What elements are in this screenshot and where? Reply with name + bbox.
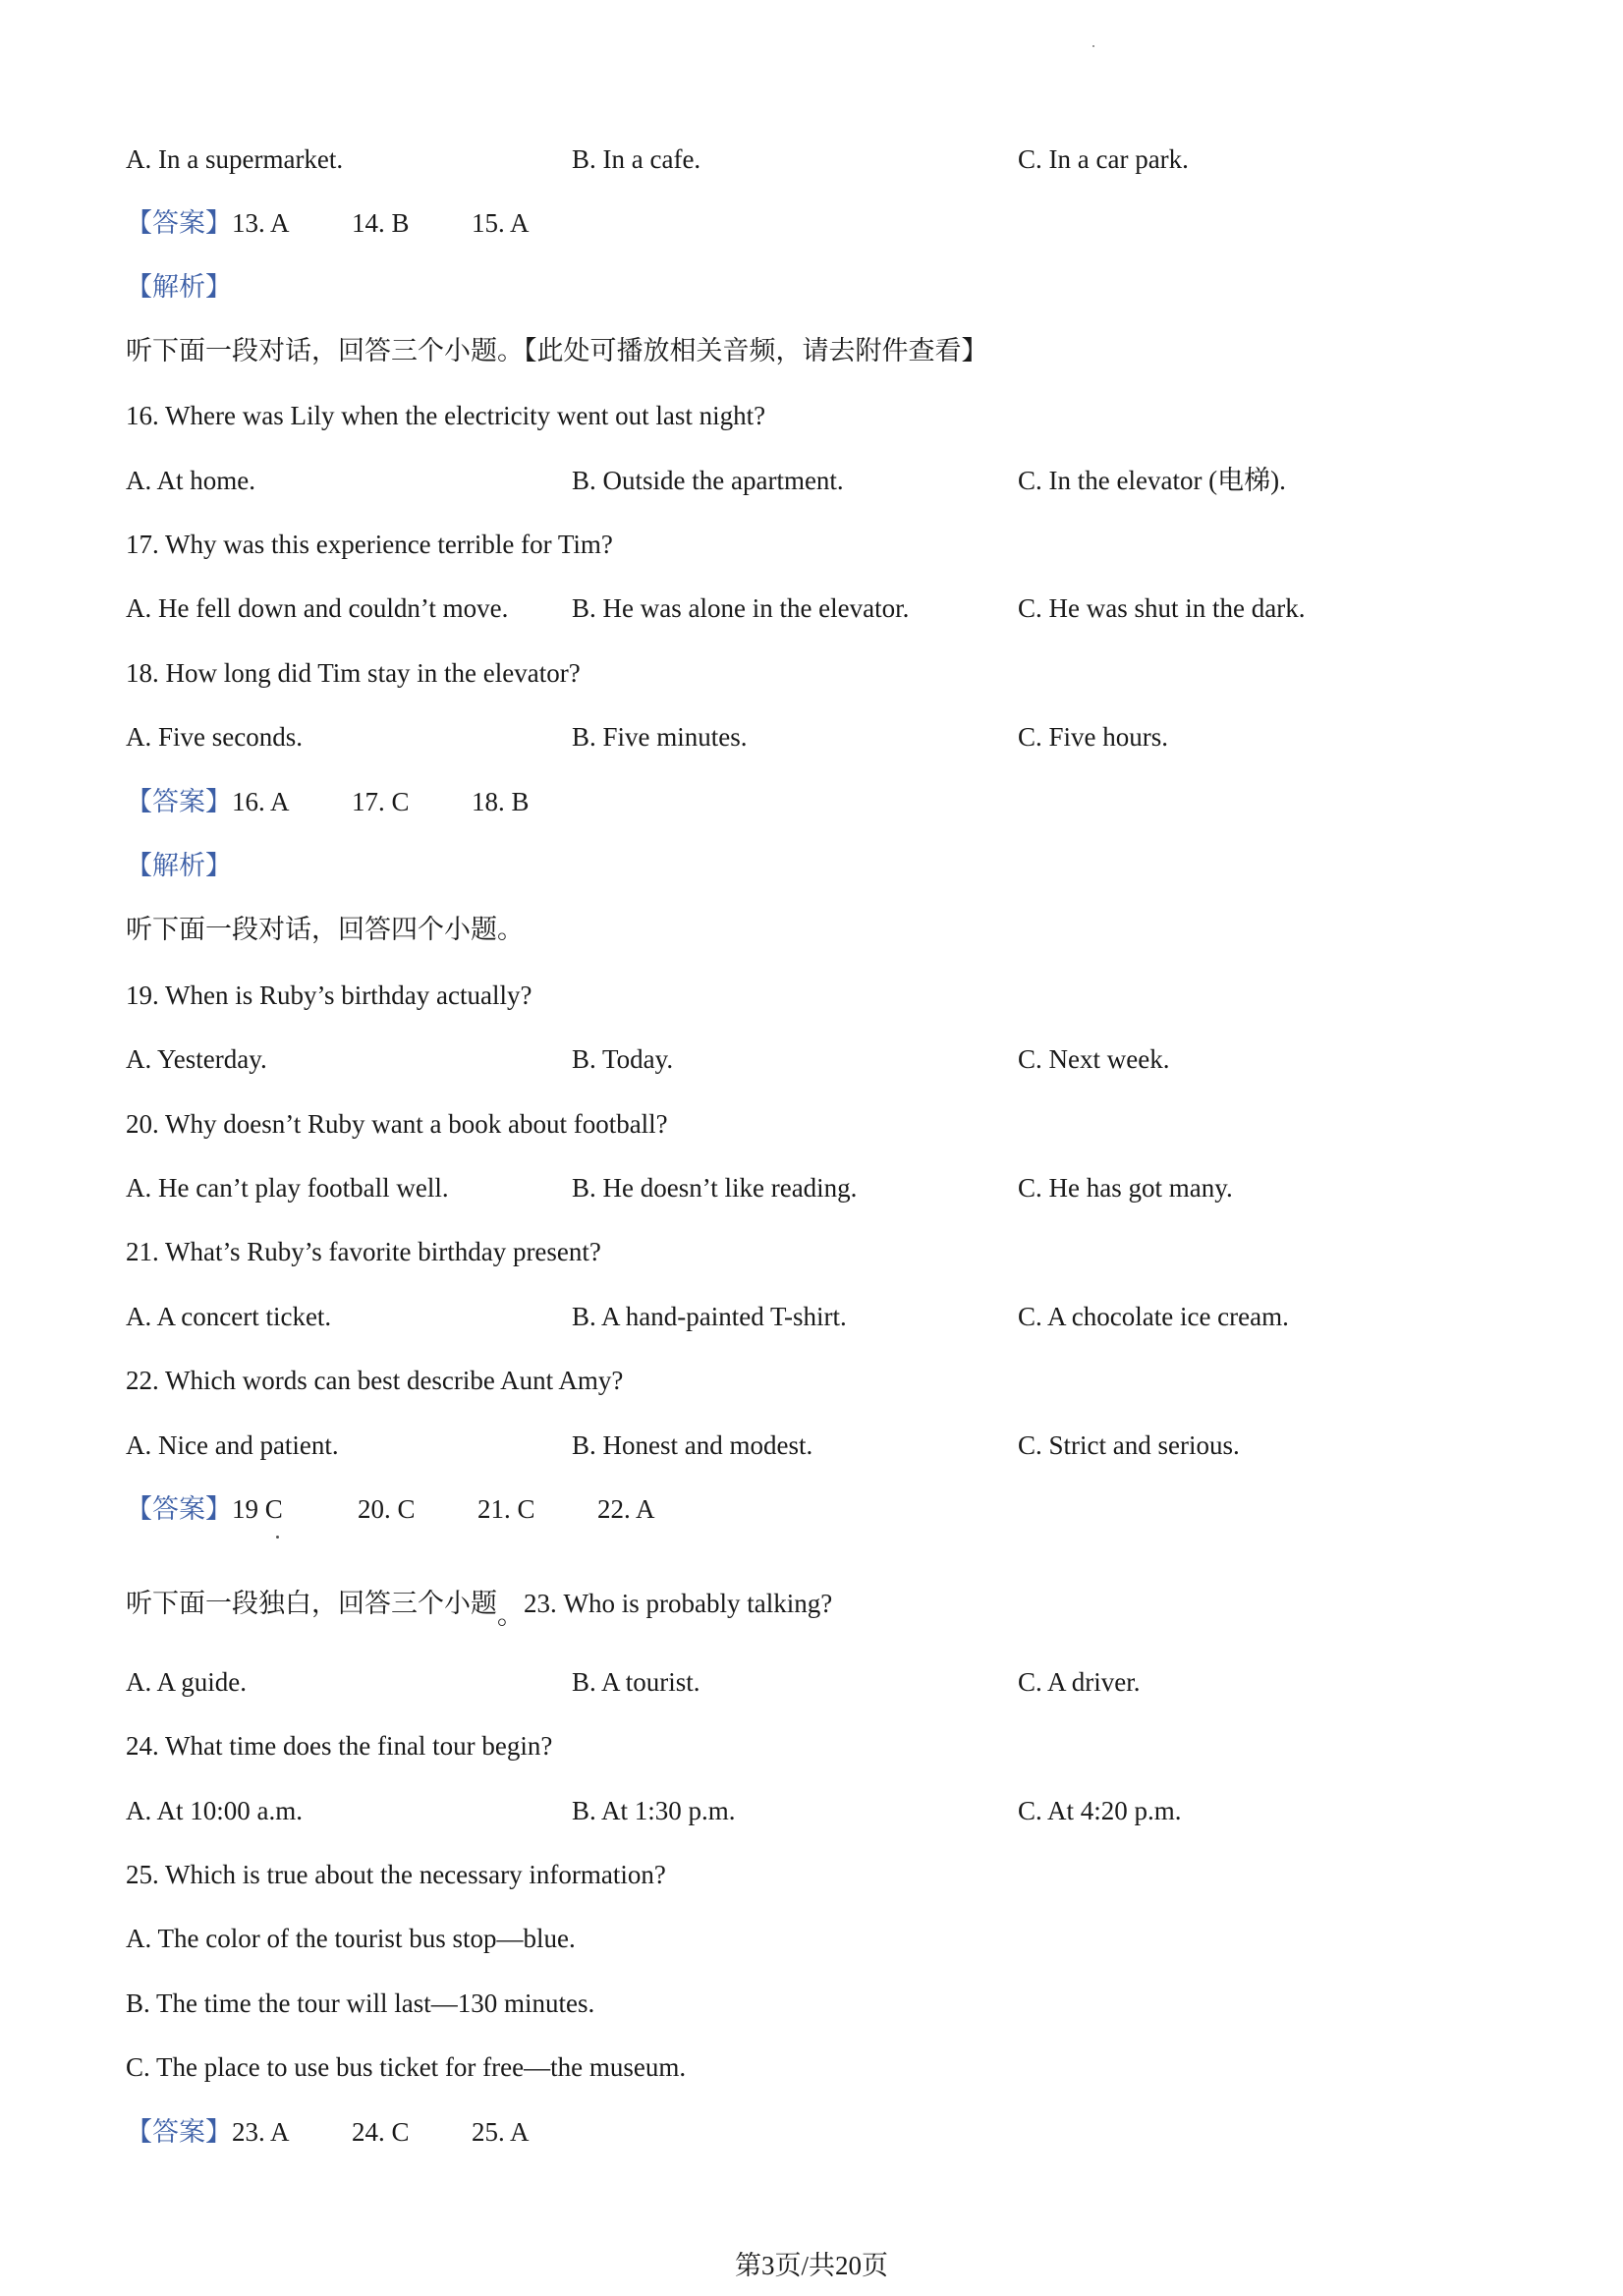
answer-15: 15. A xyxy=(472,208,530,238)
question-21: 21. What’s Ruby’s favorite birthday present? xyxy=(126,1237,601,1266)
question-24: 24. What time does the final tour begin? xyxy=(126,1731,553,1761)
section-16-intro: 听下面一段对话，回答三个小题。【此处可播放相关音频，请去附件查看】 xyxy=(126,336,988,365)
answer-18: 18. B xyxy=(472,787,530,816)
answer-14: 14. B xyxy=(352,208,410,238)
q18-option-a: A. Five seconds. xyxy=(126,722,303,752)
q15-option-a: A. In a supermarket. xyxy=(126,144,344,174)
section-19-intro: 听下面一段对话，回答四个小题。 xyxy=(126,915,524,944)
answer-19-dot xyxy=(276,1536,279,1539)
question-18: 18. How long did Tim stay in the elevator? xyxy=(126,658,581,688)
q24-option-c: C. At 4:20 p.m. xyxy=(1018,1796,1182,1825)
q21-option-b: B. A hand-painted T-shirt. xyxy=(572,1302,847,1331)
q20-option-c: C. He has got many. xyxy=(1018,1173,1233,1203)
answer-label: 【答案】 xyxy=(126,208,232,238)
question-19: 19. When is Ruby’s birthday actually? xyxy=(126,980,532,1010)
q24-option-b: B. At 1:30 p.m. xyxy=(572,1796,736,1825)
answer-label: 【答案】 xyxy=(126,2117,232,2147)
q18-option-c: C. Five hours. xyxy=(1018,722,1169,752)
answer-line-19-22 xyxy=(126,1491,655,1527)
answer-16: 16. A xyxy=(232,787,290,816)
q17-option-c: C. He was shut in the dark. xyxy=(1018,593,1306,623)
q20-option-a: A. He can’t play football well. xyxy=(126,1173,449,1203)
question-16: 16. Where was Lily when the electricity went out last night? xyxy=(126,401,766,430)
question-23: 23. Who is probably talking? xyxy=(524,1589,833,1618)
q21-option-c: C. A chocolate ice cream. xyxy=(1018,1302,1289,1331)
q16-option-c: C. In the elevator (电梯). xyxy=(1018,466,1286,495)
q20-option-b: B. He doesn’t like reading. xyxy=(572,1173,858,1203)
answer-21: 21. C xyxy=(477,1494,535,1524)
answer-17: 17. C xyxy=(352,787,410,816)
q19-option-b: B. Today. xyxy=(572,1044,674,1074)
q16-option-b: B. Outside the apartment. xyxy=(572,466,844,495)
question-17: 17. Why was this experience terrible for Tim? xyxy=(126,530,613,559)
answer-line-23-25 xyxy=(126,2114,530,2150)
answer-label: 【答案】 xyxy=(126,787,232,816)
section-23-intro: 听下面一段独白，回答三个小题 xyxy=(126,1589,497,1618)
q22-option-a: A. Nice and patient. xyxy=(126,1430,339,1460)
answer-25: 25. A xyxy=(472,2117,530,2147)
q16-option-a: A. At home. xyxy=(126,466,255,495)
answer-24: 24. C xyxy=(352,2117,410,2147)
page-footer: 第3页/共20页 xyxy=(734,2251,888,2280)
answer-line-13-15 xyxy=(126,205,530,241)
analysis-label: 【解析】 xyxy=(126,272,232,302)
q25-option-a: A. The color of the tourist bus stop—blue. xyxy=(126,1924,576,1953)
q22-option-b: B. Honest and modest. xyxy=(572,1430,813,1460)
question-25: 25. Which is true about the necessary information? xyxy=(126,1860,666,1889)
q23-option-b: B. A tourist. xyxy=(572,1667,700,1697)
q23-option-c: C. A driver. xyxy=(1018,1667,1141,1697)
answer-23: 23. A xyxy=(232,2117,290,2147)
question-22: 22. Which words can best describe Aunt Amy? xyxy=(126,1366,624,1395)
answer-line-16-18 xyxy=(126,784,530,819)
analysis-label: 【解析】 xyxy=(126,851,232,880)
q15-option-c: C. In a car park. xyxy=(1018,144,1189,174)
q22-option-c: C. Strict and serious. xyxy=(1018,1430,1240,1460)
answer-22: 22. A xyxy=(597,1494,655,1524)
q18-option-b: B. Five minutes. xyxy=(572,722,748,752)
question-20: 20. Why doesn’t Ruby want a book about football? xyxy=(126,1109,668,1139)
q17-option-a: A. He fell down and couldn’t move. xyxy=(126,593,509,623)
answer-label: 【答案】 xyxy=(126,1494,232,1524)
q17-option-b: B. He was alone in the elevator. xyxy=(572,593,910,623)
q24-option-a: A. At 10:00 a.m. xyxy=(126,1796,303,1825)
q21-option-a: A. A concert ticket. xyxy=(126,1302,332,1331)
q23-option-a: A. A guide. xyxy=(126,1667,248,1697)
answer-13: 13. A xyxy=(232,208,290,238)
q19-option-a: A. Yesterday. xyxy=(126,1044,267,1074)
q19-option-c: C. Next week. xyxy=(1018,1044,1170,1074)
q25-option-c: C. The place to use bus ticket for free—the museum. xyxy=(126,2052,687,2082)
answer-20: 20. C xyxy=(358,1494,416,1524)
scan-dot xyxy=(1092,45,1094,47)
q25-option-b: B. The time the tour will last—130 minutes. xyxy=(126,1988,595,2018)
q15-option-b: B. In a cafe. xyxy=(572,144,701,174)
section-23-intro-mark: 。 xyxy=(497,1600,524,1630)
answer-19: 19 C xyxy=(232,1494,283,1524)
section-23-intro-line xyxy=(126,1586,833,1630)
